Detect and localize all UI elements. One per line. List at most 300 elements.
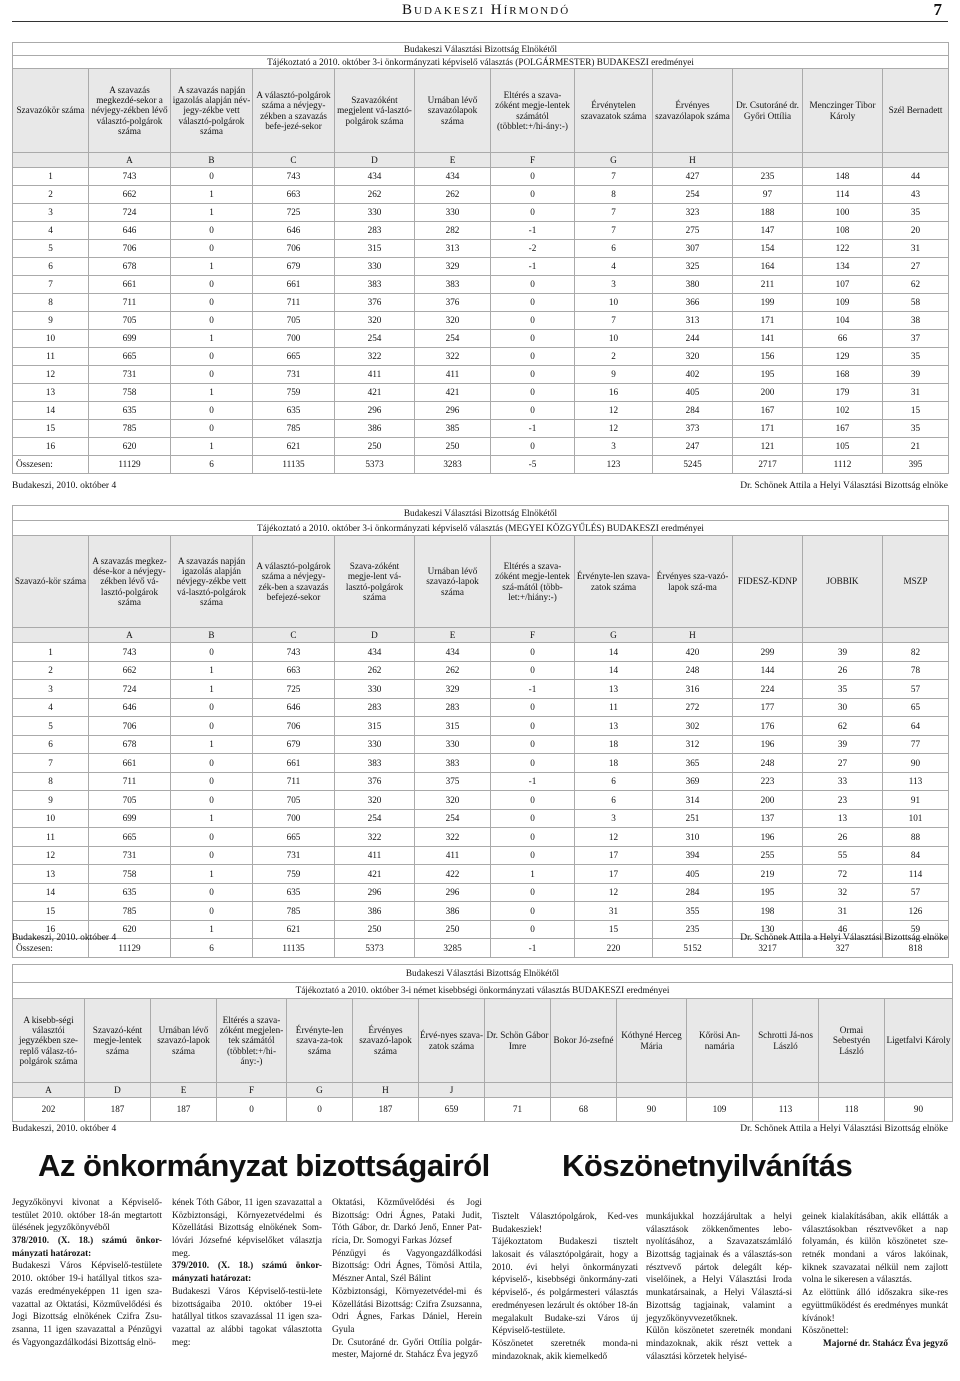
table-cell: 725 xyxy=(253,680,335,699)
table-cell: 315 xyxy=(335,240,415,258)
table-cell: 427 xyxy=(653,168,733,186)
table-cell: 731 xyxy=(253,846,335,865)
table-cell: 9 xyxy=(13,312,89,330)
column-letter xyxy=(753,1083,819,1098)
total-cell: 3217 xyxy=(733,939,803,958)
table-cell: 705 xyxy=(253,312,335,330)
table-cell: 785 xyxy=(89,420,171,438)
table-cell: 0 xyxy=(171,883,253,902)
column-header: Szél Bernadett xyxy=(883,69,949,153)
table-cell: -1 xyxy=(491,680,575,699)
column-header: Menczinger Tibor Károly xyxy=(803,69,883,153)
table-cell: -2 xyxy=(491,240,575,258)
table-row xyxy=(13,348,949,366)
table-cell: 1 xyxy=(171,204,253,222)
table-cell: 4 xyxy=(575,258,653,276)
table-cell: 330 xyxy=(335,258,415,276)
column-letter: A xyxy=(13,1083,85,1098)
table-cell: 105 xyxy=(803,438,883,456)
table-cell: 1 xyxy=(13,168,89,186)
table-subtitle: Tájékoztató a 2010. október 3-i önkormányzati képviselő választás (POLGÁRMESTER) BUDAKESZI eredményei xyxy=(13,56,949,69)
masthead xyxy=(12,0,948,22)
table-cell: 8 xyxy=(575,186,653,204)
table-cell: 0 xyxy=(171,222,253,240)
table-cell: 665 xyxy=(253,828,335,847)
table-cell: 84 xyxy=(883,846,949,865)
table-cell: 15 xyxy=(575,920,653,939)
table-cell: 679 xyxy=(253,258,335,276)
table-cell: 44 xyxy=(883,168,949,186)
table-cell: 39 xyxy=(803,735,883,754)
table-cell: 646 xyxy=(253,698,335,717)
table-cell: 0 xyxy=(491,920,575,939)
left-col-3: Oktatási, Közművelődési és Jogi Bizottság: Odri Ágnes, Pataki Judit, Tóth Gábor, dr. Darkó Jenő, Enner Pat-rícia, Dr. Somogyi Farkas József Pénzügyi és Vagyongazdálkodási Bizottság: Odri Ágnes, Tömösi Attila, Mészner Antal, Szél Bálint Közbiztonsági, Környezetvédel-mi és Közellátási Bizottság: Czifra Zsuzsanna, Odri Ágnes, Farkas Dániel, Herein Gyula Dr. Csutoráné dr. Győri Ottília polgár-mester, Majorné dr. Stahácz Éva jegyző xyxy=(332,1197,482,1360)
table-cell: 325 xyxy=(653,258,733,276)
table-cell: 114 xyxy=(803,186,883,204)
total-label: Összesen: xyxy=(13,456,89,474)
table-cell: 250 xyxy=(335,920,415,939)
table-cell: 284 xyxy=(653,402,733,420)
table-cell: 113 xyxy=(883,772,949,791)
column-letter: E xyxy=(151,1083,217,1098)
table-cell: 402 xyxy=(653,366,733,384)
column-letter xyxy=(617,1083,687,1098)
table-cell: 705 xyxy=(89,791,171,810)
table-cell: 635 xyxy=(253,883,335,902)
table-cell: 12 xyxy=(575,402,653,420)
table-cell: 0 xyxy=(491,717,575,736)
table-cell: 126 xyxy=(883,902,949,921)
table-cell: 30 xyxy=(803,698,883,717)
table-cell: 167 xyxy=(733,402,803,420)
table-cell: 171 xyxy=(733,312,803,330)
table-cell: 129 xyxy=(803,348,883,366)
table-cell: 137 xyxy=(733,809,803,828)
table-cell: 330 xyxy=(335,680,415,699)
table-cell: 1 xyxy=(171,680,253,699)
table-cell: 322 xyxy=(335,348,415,366)
table-row xyxy=(13,402,949,420)
table-cell: 114 xyxy=(883,865,949,884)
column-header: Ormai Sebestyén László xyxy=(819,999,885,1083)
table-cell: 247 xyxy=(653,438,733,456)
table-cell: 13 xyxy=(13,384,89,402)
table-cell: 411 xyxy=(415,846,491,865)
table-cell: 66 xyxy=(803,330,883,348)
table-cell: 18 xyxy=(575,754,653,773)
table-cell: 4 xyxy=(13,222,89,240)
column-header: Eltérés a szava-zóként megje-lentek szá-mától (több-let:+/hiány:-) xyxy=(491,536,575,628)
table-cell: 0 xyxy=(171,902,253,921)
table-cell: 254 xyxy=(335,809,415,828)
column-letter xyxy=(733,153,803,168)
table-cell: 296 xyxy=(335,402,415,420)
table-cell: 202 xyxy=(13,1098,85,1122)
column-header: A szavazás megkez-dése-kor a névjegy-zékben lévő vá-lasztó-polgárok száma xyxy=(89,536,171,628)
table-cell: 16 xyxy=(13,920,89,939)
table-cell: 27 xyxy=(883,258,949,276)
table-cell: 411 xyxy=(415,366,491,384)
total-cell: 6 xyxy=(171,939,253,958)
table-cell: 706 xyxy=(253,240,335,258)
table-cell: 699 xyxy=(89,809,171,828)
column-letter: H xyxy=(353,1083,419,1098)
table-row xyxy=(13,883,949,902)
table-cell: 661 xyxy=(253,754,335,773)
table-cell: 322 xyxy=(415,828,491,847)
table-cell: 3 xyxy=(13,680,89,699)
column-letter: E xyxy=(415,153,491,168)
column-header: Bokor Jó-zsefné xyxy=(551,999,617,1083)
column-letter: G xyxy=(575,153,653,168)
table-cell: 320 xyxy=(653,348,733,366)
column-letter xyxy=(13,628,89,643)
table-cell: 725 xyxy=(253,204,335,222)
table-cell: 375 xyxy=(415,772,491,791)
table-cell: 310 xyxy=(653,828,733,847)
thanks-headline: Köszönetnyilvánítás xyxy=(562,1148,853,1183)
table-cell: 0 xyxy=(171,846,253,865)
table-cell: 254 xyxy=(653,186,733,204)
total-cell: 5373 xyxy=(335,456,415,474)
table-cell: 711 xyxy=(89,294,171,312)
table-cell: 316 xyxy=(653,680,733,699)
table-row xyxy=(13,312,949,330)
table-cell: 0 xyxy=(491,809,575,828)
table-cell: 0 xyxy=(491,186,575,204)
table-row xyxy=(13,240,949,258)
table-cell: 0 xyxy=(491,294,575,312)
column-header: A kisebb-ségi választói jegyzékben sze-replő válasz-tó-polgárok száma xyxy=(13,999,85,1083)
table-cell: 299 xyxy=(733,643,803,662)
table-cell: 176 xyxy=(733,717,803,736)
table-row xyxy=(13,865,949,884)
table-cell: 665 xyxy=(89,348,171,366)
table-cell: 6 xyxy=(575,791,653,810)
column-header: Dr. Csutoráné dr. Győri Ottília xyxy=(733,69,803,153)
table-cell: 1 xyxy=(491,865,575,884)
column-header: Urnában lévő szavazó-lapok száma xyxy=(415,536,491,628)
table-cell: 11 xyxy=(575,698,653,717)
table-cell: 154 xyxy=(733,240,803,258)
table-cell: 678 xyxy=(89,735,171,754)
table-cell: 235 xyxy=(733,168,803,186)
table-cell: 383 xyxy=(415,754,491,773)
table-cell: 62 xyxy=(883,276,949,294)
table-cell: 646 xyxy=(89,222,171,240)
table-cell: 168 xyxy=(803,366,883,384)
table-cell: 8 xyxy=(13,294,89,312)
table-cell: 0 xyxy=(171,772,253,791)
table-cell: 144 xyxy=(733,661,803,680)
table-cell: 383 xyxy=(415,276,491,294)
table-row xyxy=(13,186,949,204)
table-cell: 678 xyxy=(89,258,171,276)
table-cell: 18 xyxy=(575,735,653,754)
right-col-1: Tisztelt Választópolgárok, Ked-ves Budakesziek! Tájékoztatom Budakeszi tisztelt lakosait és választópolgárait, hogy a 2010. évi helyi önkormányzati képviselő-, kisebbségi önkormány-zati képviselő-, és polgármesteri választás eredményesen lezárult és október 18-án megalakult Budake-szi Város új Képviselő-testülete. Köszönetet szeretnék monda-ni mindazoknak, akik kiemelkedő xyxy=(492,1211,638,1361)
table-cell: 0 xyxy=(491,661,575,680)
table-cell: 156 xyxy=(733,348,803,366)
table-cell: 0 xyxy=(491,438,575,456)
table-cell: 16 xyxy=(575,384,653,402)
table-cell: 17 xyxy=(575,865,653,884)
table-cell: 661 xyxy=(89,754,171,773)
table-cell: 3 xyxy=(575,809,653,828)
table-cell: 187 xyxy=(85,1098,151,1122)
table-cell: 620 xyxy=(89,438,171,456)
table-cell: 10 xyxy=(13,330,89,348)
table-cell: 743 xyxy=(253,168,335,186)
table-cell: -1 xyxy=(491,222,575,240)
table-cell: 635 xyxy=(253,402,335,420)
column-header: A szavazás megkezdé-sekor a névjegy-zékben lévő választó-polgárok száma xyxy=(89,69,171,153)
table-cell: 700 xyxy=(253,809,335,828)
table-cell: 88 xyxy=(883,828,949,847)
table-cell: 250 xyxy=(335,438,415,456)
column-header: MSZP xyxy=(883,536,949,628)
table-cell: 38 xyxy=(883,312,949,330)
table-cell: 376 xyxy=(335,772,415,791)
table-cell: 621 xyxy=(253,920,335,939)
table-cell: 31 xyxy=(803,902,883,921)
table-cell: 198 xyxy=(733,902,803,921)
table-cell: 35 xyxy=(803,680,883,699)
signer: Dr. Schönek Attila a Helyi Választási Bizottság elnöke xyxy=(740,933,948,943)
signer: Dr. Schönek Attila a Helyi Választási Bizottság elnöke xyxy=(740,1124,948,1134)
table-cell: 55 xyxy=(803,846,883,865)
table-cell: 322 xyxy=(415,348,491,366)
table-cell: 0 xyxy=(171,402,253,420)
table-cell: 13 xyxy=(575,680,653,699)
table-cell: 759 xyxy=(253,865,335,884)
table-row xyxy=(13,717,949,736)
table-cell: 107 xyxy=(803,276,883,294)
table-cell: 665 xyxy=(253,348,335,366)
table-cell: 200 xyxy=(733,384,803,402)
table-cell: 284 xyxy=(653,883,733,902)
table-cell: 224 xyxy=(733,680,803,699)
committee-heading: Budakeszi Választási Bizottság Elnökétől xyxy=(13,965,953,983)
table-cell: 195 xyxy=(733,366,803,384)
table-cell: 1 xyxy=(171,809,253,828)
table-cell: 64 xyxy=(883,717,949,736)
table-cell: 248 xyxy=(653,661,733,680)
table-cell: 1 xyxy=(171,186,253,204)
table-cell: 0 xyxy=(491,754,575,773)
committee-heading: Budakeszi Választási Bizottság Elnökétől xyxy=(13,43,949,56)
table-cell: 731 xyxy=(253,366,335,384)
table-cell: 97 xyxy=(733,186,803,204)
table-cell: 101 xyxy=(883,809,949,828)
table-row xyxy=(13,330,949,348)
column-header: Eltérés a szava-zóként megje-lentek számától (többlet:+/hi-ány:-) xyxy=(491,69,575,153)
signer: Dr. Schönek Attila a Helyi Választási Bizottság elnöke xyxy=(740,481,948,491)
column-header: Érvényes szavazólapok száma xyxy=(653,69,733,153)
date-place: Budakeszi, 2010. október 4 xyxy=(12,481,117,491)
total-cell: 11135 xyxy=(253,939,335,958)
total-cell: 5152 xyxy=(653,939,733,958)
table-cell: -1 xyxy=(491,420,575,438)
table-cell: 58 xyxy=(883,294,949,312)
table-cell: 662 xyxy=(89,661,171,680)
table-cell: 283 xyxy=(335,698,415,717)
table-cell: 7 xyxy=(13,276,89,294)
table-cell: 711 xyxy=(253,294,335,312)
table-cell: 330 xyxy=(335,735,415,754)
table-cell: 13 xyxy=(575,717,653,736)
table-cell: 235 xyxy=(653,920,733,939)
table-cell: 13 xyxy=(13,865,89,884)
total-cell: 6 xyxy=(171,456,253,474)
table-row xyxy=(13,168,949,186)
table-cell: 0 xyxy=(171,348,253,366)
table-cell: 434 xyxy=(335,643,415,662)
table-cell: 315 xyxy=(335,717,415,736)
table-cell: 1 xyxy=(171,920,253,939)
table-cell: 244 xyxy=(653,330,733,348)
committees-headline: Az önkormányzat bizottságairól xyxy=(38,1148,490,1183)
header-row xyxy=(13,69,949,153)
table-row xyxy=(13,698,949,717)
table-cell: 405 xyxy=(653,865,733,884)
table-cell: 422 xyxy=(415,865,491,884)
table-cell: 33 xyxy=(803,772,883,791)
column-header: Schrotti Já-nos László xyxy=(753,999,819,1083)
table-cell: 113 xyxy=(753,1098,819,1122)
table-cell: 320 xyxy=(335,791,415,810)
table-cell: 405 xyxy=(653,384,733,402)
table-cell: 785 xyxy=(253,420,335,438)
table-cell: 330 xyxy=(415,735,491,754)
column-header: Érvénytelen szavazatok száma xyxy=(575,69,653,153)
county-results-table xyxy=(12,505,949,958)
table-cell: 385 xyxy=(415,420,491,438)
table-cell: 700 xyxy=(253,330,335,348)
table-cell: 296 xyxy=(415,402,491,420)
table-cell: 313 xyxy=(653,312,733,330)
table-cell: 248 xyxy=(733,754,803,773)
table-cell: 250 xyxy=(415,438,491,456)
table-cell: 7 xyxy=(13,754,89,773)
table-cell: 179 xyxy=(803,384,883,402)
table-cell: 0 xyxy=(171,698,253,717)
column-letter: A xyxy=(89,628,171,643)
column-letter: F xyxy=(217,1083,287,1098)
table-cell: 0 xyxy=(491,204,575,222)
table-cell: 0 xyxy=(491,366,575,384)
table-cell: 65 xyxy=(883,698,949,717)
table-cell: 420 xyxy=(653,643,733,662)
table-cell: 177 xyxy=(733,698,803,717)
table-cell: 12 xyxy=(575,883,653,902)
column-letter: D xyxy=(85,1083,151,1098)
table-cell: 0 xyxy=(491,348,575,366)
table-cell: 0 xyxy=(171,276,253,294)
table-row xyxy=(13,384,949,402)
table-cell: 15 xyxy=(13,902,89,921)
table-cell: 32 xyxy=(803,883,883,902)
total-cell: 3285 xyxy=(415,939,491,958)
table-cell: 211 xyxy=(733,276,803,294)
table-cell: 373 xyxy=(653,420,733,438)
table-cell: 1 xyxy=(171,438,253,456)
table-cell: 376 xyxy=(335,294,415,312)
table-cell: 78 xyxy=(883,661,949,680)
table-cell: 250 xyxy=(415,920,491,939)
column-header: A választó-polgárok száma a névjegy-zékben a szavazás befe-jezé-sekor xyxy=(253,69,335,153)
page-number: 7 xyxy=(933,0,942,19)
column-letter: C xyxy=(253,628,335,643)
table-cell: 20 xyxy=(883,222,949,240)
table-cell: 37 xyxy=(883,330,949,348)
table-cell: 4 xyxy=(13,698,89,717)
table-cell: 262 xyxy=(335,661,415,680)
table-cell: 196 xyxy=(733,735,803,754)
table-cell: 35 xyxy=(883,348,949,366)
table-cell: 14 xyxy=(13,883,89,902)
letter-row xyxy=(13,1083,953,1098)
table-cell: 421 xyxy=(335,384,415,402)
table-cell: 1 xyxy=(13,643,89,662)
table-cell: 0 xyxy=(217,1098,287,1122)
committee-heading: Budakeszi Választási Bizottság Elnökétől xyxy=(13,506,949,521)
table-cell: 6 xyxy=(13,258,89,276)
table-cell: 731 xyxy=(89,366,171,384)
table-cell: 0 xyxy=(171,643,253,662)
table-cell: 14 xyxy=(575,661,653,680)
left-col-2: kének Tóth Gábor, 11 igen szavazattal a Közbiztonsági, Környezetvédelmi és Közellátási Bizottság elnökének Som-lóvári Józsefné képviselőket választja meg. 379/2010. (X. 18.) számú önkor-mányzati határozat: Budakeszi Város Képviselő-testü-lete bizottságaiba 2010. október 19-ei hatállyal titkos szavazással 11 igen sza-vazattal az alábbi tagokat választotta meg: xyxy=(172,1197,322,1347)
table-cell: 31 xyxy=(575,902,653,921)
table-cell: 12 xyxy=(13,366,89,384)
table-cell: 307 xyxy=(653,240,733,258)
total-cell: 11135 xyxy=(253,456,335,474)
table-cell: 57 xyxy=(883,680,949,699)
table-cell: 635 xyxy=(89,402,171,420)
table-cell: 254 xyxy=(335,330,415,348)
column-letter xyxy=(819,1083,885,1098)
table-cell: 7 xyxy=(575,204,653,222)
table-cell: 365 xyxy=(653,754,733,773)
table-cell: 59 xyxy=(883,920,949,939)
table-cell: 283 xyxy=(335,222,415,240)
table-cell: 380 xyxy=(653,276,733,294)
table-cell: 0 xyxy=(171,312,253,330)
column-header: Kőrösi An-namária xyxy=(687,999,753,1083)
table-cell: 411 xyxy=(335,366,415,384)
table-cell: 102 xyxy=(803,402,883,420)
table-cell: 376 xyxy=(415,294,491,312)
table-cell: 10 xyxy=(13,809,89,828)
table-cell: 366 xyxy=(653,294,733,312)
table-cell: 77 xyxy=(883,735,949,754)
table-cell: 0 xyxy=(171,366,253,384)
table-cell: 320 xyxy=(415,791,491,810)
table-cell: 663 xyxy=(253,661,335,680)
table-cell: 39 xyxy=(883,366,949,384)
table-cell: 661 xyxy=(89,276,171,294)
column-letter: B xyxy=(171,153,253,168)
minority-results-table xyxy=(12,964,953,1122)
table-cell: 0 xyxy=(491,384,575,402)
table-row xyxy=(13,828,949,847)
column-letter xyxy=(733,628,803,643)
table-cell: 646 xyxy=(253,222,335,240)
table-cell: 705 xyxy=(89,312,171,330)
column-header: JOBBIK xyxy=(803,536,883,628)
table-cell: 31 xyxy=(883,384,949,402)
table-cell: 6 xyxy=(575,240,653,258)
table-cell: 82 xyxy=(883,643,949,662)
